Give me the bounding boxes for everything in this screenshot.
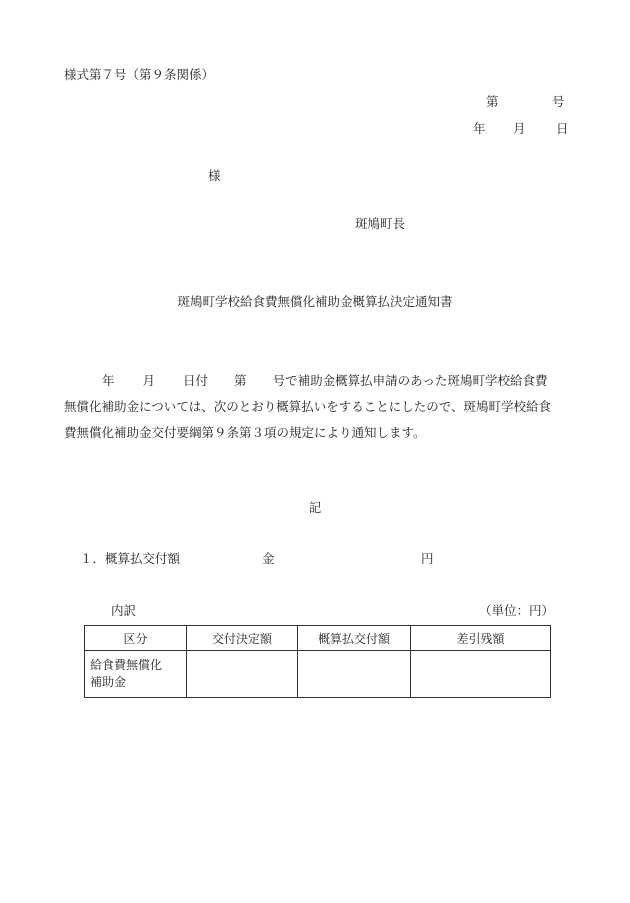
category-line1: 給食費無償化 [90, 658, 163, 672]
breakdown-label: 内訳 [111, 603, 137, 618]
date-year: 年 [473, 121, 486, 136]
issuer-name: 斑鳩町長 [355, 216, 406, 231]
body-paragraph [64, 368, 554, 446]
category-cell [85, 651, 187, 698]
category-line2: 補助金 [90, 675, 127, 689]
balance-cell [411, 651, 551, 698]
header-advance-amount: 概算払交付額 [298, 626, 411, 651]
table-header-row [85, 626, 551, 651]
number-suffix: 号 [552, 94, 565, 109]
amount-item: １．概算払交付額 [80, 551, 181, 566]
decided-amount-cell [187, 651, 298, 698]
advance-amount-cell [298, 651, 411, 698]
document-title: 斑鳩町学校給食費無償化補助金概算払決定通知書 [177, 294, 453, 309]
amount-kin: 金 [262, 551, 275, 566]
date-month: 月 [513, 121, 526, 136]
body-year: 年 [102, 373, 115, 388]
header-decided-amount: 交付決定額 [187, 626, 298, 651]
form-label: 様式第７号（第９条関係） [64, 67, 215, 82]
ki-heading: 記 [308, 500, 322, 515]
date-day: 日 [556, 121, 569, 136]
header-category: 区分 [85, 626, 187, 651]
body-month: 月 [142, 373, 156, 388]
amount-yen: 円 [421, 551, 434, 566]
header-balance: 差引残額 [411, 626, 551, 651]
unit-label: （単位：円） [479, 603, 555, 618]
number-prefix: 第 [486, 94, 499, 109]
table-row [85, 651, 551, 698]
breakdown-table [84, 625, 551, 698]
body-day: 日付 [183, 373, 209, 388]
body-text: 号で補助金概算払申請のあった斑鳩町学校給食費無償化補助金については、次のとおり概算払いをすることにしたので、斑鳩町学校給食費無償化補助金交付要綱第９条第３項の規定により通知します。 [64, 373, 552, 440]
body-no-prefix: 第 [234, 373, 247, 388]
recipient-honorific: 様 [208, 168, 221, 183]
